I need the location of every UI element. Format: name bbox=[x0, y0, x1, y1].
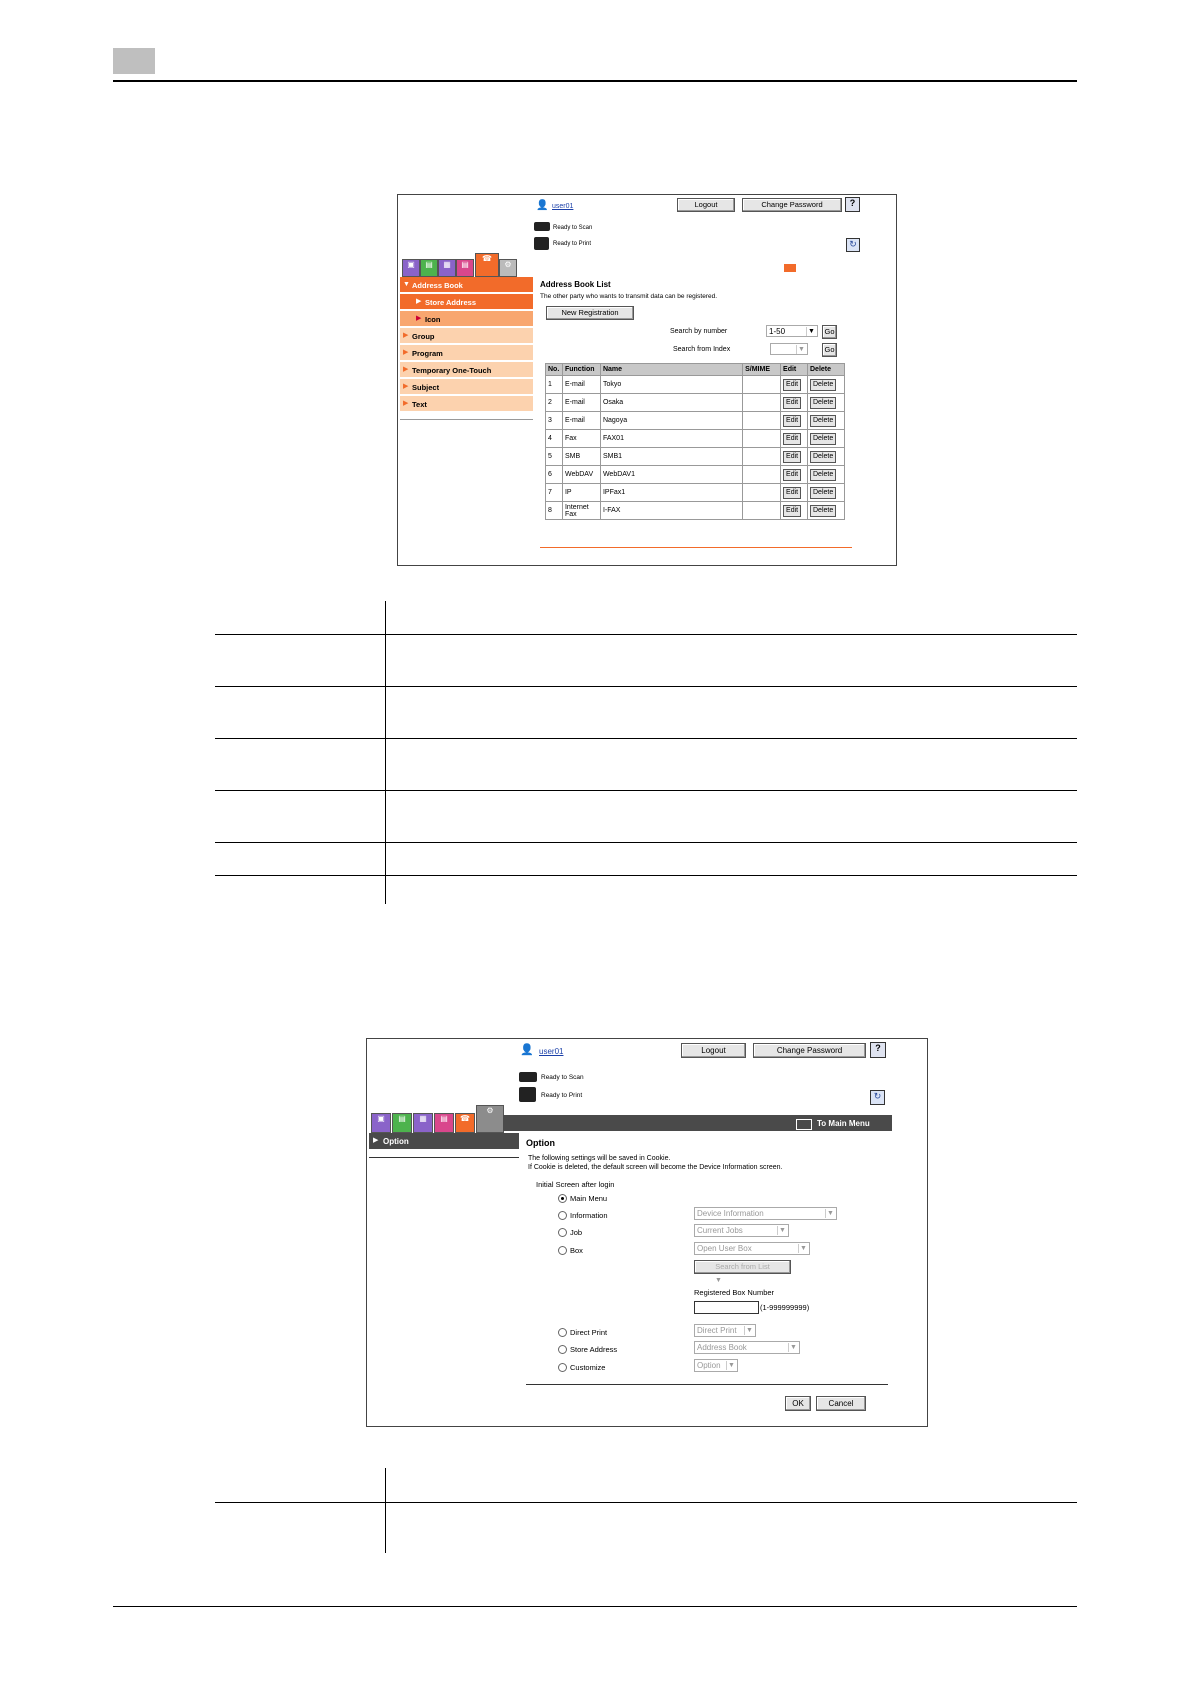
menu-item-group[interactable] bbox=[400, 328, 533, 343]
menu-label: Group bbox=[412, 332, 435, 341]
chevron-down-icon: ▼ bbox=[744, 1326, 754, 1335]
edit-button[interactable]: Edit bbox=[783, 487, 801, 499]
row-smime bbox=[743, 430, 781, 448]
row-function: E-mail bbox=[562, 394, 600, 412]
to-main-menu-link[interactable]: To Main Menu bbox=[817, 1119, 870, 1128]
row-delete-cell bbox=[808, 430, 845, 448]
radio-job[interactable] bbox=[558, 1228, 567, 1237]
row-smime bbox=[743, 448, 781, 466]
row-delete-cell bbox=[808, 466, 845, 484]
header-rule bbox=[113, 80, 1077, 82]
row-name: WebDAV1 bbox=[600, 466, 742, 484]
help-icon[interactable]: ? bbox=[870, 1042, 886, 1058]
cookie-note-2: If Cookie is deleted, the default screen will become the Device Information screen. bbox=[528, 1164, 783, 1171]
tab-store-address-icon[interactable]: ☎ bbox=[475, 253, 499, 277]
caret-right-icon: ▶ bbox=[403, 349, 409, 356]
to-main-menu-link[interactable]: To Main Menu bbox=[801, 264, 848, 271]
print-status: Ready to Print bbox=[553, 241, 592, 247]
cancel-button[interactable]: Cancel bbox=[816, 1396, 866, 1411]
printer-icon bbox=[519, 1087, 536, 1102]
table-row bbox=[546, 466, 845, 484]
table-header bbox=[546, 364, 845, 376]
tab-information-icon[interactable]: ▣ bbox=[371, 1113, 391, 1133]
user-name[interactable]: user01 bbox=[552, 203, 574, 210]
row-no: 3 bbox=[546, 412, 563, 430]
col-no: No. bbox=[546, 364, 563, 376]
menu-item-program[interactable] bbox=[400, 345, 533, 360]
row-no: 2 bbox=[546, 394, 563, 412]
row-edit-cell bbox=[781, 466, 808, 484]
row-edit-cell bbox=[781, 502, 808, 520]
select-value: Address Book bbox=[697, 1343, 747, 1352]
table-row bbox=[546, 376, 845, 394]
refresh-icon[interactable]: ↻ bbox=[870, 1090, 885, 1105]
menu-item-subject[interactable] bbox=[400, 379, 533, 394]
delete-button[interactable]: Delete bbox=[810, 397, 836, 409]
delete-button[interactable]: Delete bbox=[810, 379, 836, 391]
menu-item-store-address[interactable] bbox=[400, 294, 533, 309]
menu-divider bbox=[369, 1157, 519, 1158]
caret-right-icon: ▶ bbox=[403, 383, 409, 390]
tab-direct-print-icon[interactable]: ▤ bbox=[456, 259, 474, 277]
search-from-list-button[interactable]: Search from List bbox=[694, 1260, 791, 1274]
scan-status: Ready to Scan bbox=[553, 225, 593, 231]
option-label: Store Address bbox=[570, 1345, 618, 1354]
row-edit-cell bbox=[781, 394, 808, 412]
menu-label: Temporary One-Touch bbox=[412, 366, 492, 375]
select-value: Direct Print bbox=[697, 1326, 737, 1335]
row-delete-cell bbox=[808, 448, 845, 466]
main-menu-icon bbox=[783, 263, 797, 273]
user-icon: 👤 bbox=[536, 200, 549, 211]
print-status: Ready to Print bbox=[541, 1092, 583, 1099]
select-value: Open User Box bbox=[697, 1244, 752, 1253]
direct-print-select[interactable] bbox=[694, 1324, 756, 1337]
box-select[interactable] bbox=[694, 1242, 810, 1255]
radio-direct-print[interactable] bbox=[558, 1328, 567, 1337]
radio-box[interactable] bbox=[558, 1246, 567, 1255]
row-edit-cell bbox=[781, 430, 808, 448]
page-description: The other party who wants to transmit data can be registered. bbox=[540, 293, 718, 300]
arrow-down-icon: ▼ bbox=[715, 1277, 722, 1284]
row-edit-cell bbox=[781, 448, 808, 466]
radio-customize[interactable] bbox=[558, 1363, 567, 1372]
select-value: Device Information bbox=[697, 1209, 764, 1218]
main-menu-icon bbox=[796, 1119, 812, 1130]
help-icon[interactable]: ? bbox=[845, 197, 860, 212]
option-screenshot bbox=[366, 1038, 928, 1427]
table-row bbox=[546, 484, 845, 502]
row-function: E-mail bbox=[562, 376, 600, 394]
radio-information[interactable] bbox=[558, 1211, 567, 1220]
edit-button[interactable]: Edit bbox=[783, 415, 801, 427]
row-name: Osaka bbox=[600, 394, 742, 412]
address-table bbox=[545, 363, 845, 520]
menu-divider bbox=[400, 419, 533, 420]
menu-item-option[interactable] bbox=[369, 1133, 519, 1149]
chevron-down-icon: ▼ bbox=[777, 1226, 787, 1235]
change-password-button[interactable]: Change Password bbox=[753, 1043, 866, 1058]
edit-button[interactable]: Edit bbox=[783, 469, 801, 481]
table1-rule bbox=[215, 686, 1077, 687]
menu-item-text[interactable] bbox=[400, 396, 533, 411]
delete-button[interactable]: Delete bbox=[810, 451, 836, 463]
row-delete-cell bbox=[808, 502, 845, 520]
col-function: Function bbox=[562, 364, 600, 376]
row-name: IPFax1 bbox=[600, 484, 742, 502]
scanner-icon bbox=[534, 222, 550, 231]
caret-right-icon: ▶ bbox=[416, 315, 422, 322]
table1-rule bbox=[215, 790, 1077, 791]
table1-rule bbox=[215, 875, 1077, 876]
menu-label: Option bbox=[383, 1137, 409, 1146]
table1-col-divider bbox=[385, 601, 386, 904]
edit-button[interactable]: Edit bbox=[783, 451, 801, 463]
chevron-down-icon: ▼ bbox=[796, 345, 806, 354]
tab-direct-print-icon[interactable]: ▤ bbox=[434, 1113, 454, 1133]
menu-item-icon[interactable] bbox=[400, 311, 533, 326]
row-smime bbox=[743, 394, 781, 412]
col-smime: S/MIME bbox=[743, 364, 781, 376]
row-function: Fax bbox=[562, 430, 600, 448]
row-function: E-mail bbox=[562, 412, 600, 430]
row-no: 4 bbox=[546, 430, 563, 448]
cookie-note: The following settings will be saved in Cookie. bbox=[528, 1155, 671, 1162]
row-smime bbox=[743, 466, 781, 484]
ok-button[interactable]: OK bbox=[785, 1396, 811, 1411]
tab-box-icon[interactable]: ▦ bbox=[438, 259, 456, 277]
printer-icon bbox=[534, 237, 549, 250]
content-divider bbox=[526, 1384, 888, 1385]
go-index-button[interactable]: Go bbox=[822, 343, 837, 357]
row-no: 6 bbox=[546, 466, 563, 484]
row-function: IP bbox=[562, 484, 600, 502]
row-no: 7 bbox=[546, 484, 563, 502]
caret-right-icon: ▶ bbox=[403, 366, 409, 373]
go-number-button[interactable]: Go bbox=[822, 325, 837, 339]
table1-rule bbox=[215, 738, 1077, 739]
logout-button[interactable]: Logout bbox=[681, 1043, 746, 1058]
radio-main-menu[interactable] bbox=[558, 1194, 567, 1203]
tab-customize-icon[interactable]: ⚙ bbox=[476, 1105, 504, 1133]
tab-job-icon[interactable]: ▤ bbox=[392, 1113, 412, 1133]
row-edit-cell bbox=[781, 412, 808, 430]
row-smime bbox=[743, 484, 781, 502]
row-name: I-FAX bbox=[600, 502, 742, 520]
store-address-select[interactable] bbox=[694, 1341, 800, 1354]
page-title: Option bbox=[526, 1138, 555, 1148]
row-function: SMB bbox=[562, 448, 600, 466]
caret-right-icon: ▶ bbox=[416, 298, 422, 305]
job-select[interactable] bbox=[694, 1224, 789, 1237]
menu-label: Store Address bbox=[425, 298, 476, 307]
col-delete: Delete bbox=[808, 364, 845, 376]
option-label: Main Menu bbox=[570, 1194, 608, 1203]
new-registration-button[interactable]: New Registration bbox=[546, 306, 634, 320]
footer-rule bbox=[113, 1606, 1077, 1607]
row-no: 1 bbox=[546, 376, 563, 394]
tab-information-icon[interactable]: ▣ bbox=[402, 259, 420, 277]
search-number-label: Search by number bbox=[670, 328, 728, 335]
option-label: Information bbox=[570, 1211, 608, 1220]
row-function: WebDAV bbox=[562, 466, 600, 484]
box-range: (1-999999999) bbox=[760, 1303, 810, 1312]
table2-rule bbox=[215, 1502, 1077, 1503]
page-title: Address Book List bbox=[540, 280, 611, 289]
delete-button[interactable]: Delete bbox=[810, 415, 836, 427]
delete-button[interactable]: Delete bbox=[810, 469, 836, 481]
tab-store-address-icon[interactable]: ☎ bbox=[455, 1113, 475, 1133]
registered-box-label: Registered Box Number bbox=[694, 1288, 775, 1297]
table-row bbox=[546, 430, 845, 448]
chapter-tab bbox=[113, 48, 155, 74]
caret-right-icon: ▶ bbox=[403, 332, 409, 339]
search-number-select[interactable] bbox=[766, 325, 818, 337]
row-delete-cell bbox=[808, 412, 845, 430]
menu-item-temporary-one-touch[interactable] bbox=[400, 362, 533, 377]
row-delete-cell bbox=[808, 394, 845, 412]
table-row bbox=[546, 448, 845, 466]
radio-store-address[interactable] bbox=[558, 1345, 567, 1354]
customize-select[interactable] bbox=[694, 1359, 738, 1372]
tab-customize-icon[interactable]: ⚙ bbox=[499, 259, 517, 277]
caret-right-icon: ▶ bbox=[373, 1137, 379, 1144]
row-name: SMB1 bbox=[600, 448, 742, 466]
change-password-button[interactable]: Change Password bbox=[742, 198, 842, 212]
chevron-down-icon: ▼ bbox=[806, 327, 816, 336]
option-label: Customize bbox=[570, 1363, 606, 1372]
row-name: Tokyo bbox=[600, 376, 742, 394]
row-no: 8 bbox=[546, 502, 563, 520]
select-value: Option bbox=[697, 1361, 721, 1370]
option-label: Box bbox=[570, 1246, 583, 1255]
menu-label: Program bbox=[412, 349, 443, 358]
content-divider bbox=[540, 547, 852, 548]
table-row bbox=[546, 502, 845, 520]
row-edit-cell bbox=[781, 376, 808, 394]
col-edit: Edit bbox=[781, 364, 808, 376]
menu-label: Subject bbox=[412, 383, 440, 392]
menu-item-address-book[interactable] bbox=[400, 277, 533, 292]
chevron-down-icon: ▼ bbox=[825, 1209, 835, 1218]
edit-button[interactable]: Edit bbox=[783, 505, 801, 517]
menu-label: Address Book bbox=[412, 281, 463, 290]
delete-button[interactable]: Delete bbox=[810, 487, 836, 499]
edit-button[interactable]: Edit bbox=[783, 379, 801, 391]
menu-label: Text bbox=[412, 400, 427, 409]
row-smime bbox=[743, 502, 781, 520]
tab-job-icon[interactable]: ▤ bbox=[420, 259, 438, 277]
row-function: Internet Fax bbox=[562, 502, 600, 520]
row-delete-cell bbox=[808, 484, 845, 502]
edit-button[interactable]: Edit bbox=[783, 433, 801, 445]
row-edit-cell bbox=[781, 484, 808, 502]
row-smime bbox=[743, 412, 781, 430]
menu-label: Icon bbox=[425, 315, 441, 324]
col-name: Name bbox=[600, 364, 742, 376]
delete-button[interactable]: Delete bbox=[810, 505, 836, 517]
option-label: Direct Print bbox=[570, 1328, 608, 1337]
row-smime bbox=[743, 376, 781, 394]
table-row bbox=[546, 394, 845, 412]
table-row bbox=[546, 412, 845, 430]
tab-box-icon[interactable]: ▦ bbox=[413, 1113, 433, 1133]
select-value: Current Jobs bbox=[697, 1226, 743, 1235]
delete-button[interactable]: Delete bbox=[810, 433, 836, 445]
scan-status: Ready to Scan bbox=[541, 1074, 584, 1081]
edit-button[interactable]: Edit bbox=[783, 397, 801, 409]
refresh-icon[interactable]: ↻ bbox=[846, 238, 860, 252]
row-name: FAX01 bbox=[600, 430, 742, 448]
user-icon: 👤 bbox=[520, 1044, 534, 1056]
search-index-label: Search from Index bbox=[673, 346, 731, 353]
search-index-select[interactable] bbox=[770, 343, 808, 355]
caret-down-icon: ▼ bbox=[403, 281, 410, 288]
table1-rule bbox=[215, 842, 1077, 843]
user-name[interactable]: user01 bbox=[539, 1047, 564, 1056]
chevron-down-icon: ▼ bbox=[798, 1244, 808, 1253]
row-no: 5 bbox=[546, 448, 563, 466]
option-label: Job bbox=[570, 1228, 583, 1237]
information-select[interactable] bbox=[694, 1207, 837, 1220]
row-name: Nagoya bbox=[600, 412, 742, 430]
address-book-screenshot bbox=[397, 194, 897, 566]
chevron-down-icon: ▼ bbox=[788, 1343, 798, 1352]
table1-rule bbox=[215, 634, 1077, 635]
table2-col-divider bbox=[385, 1468, 386, 1553]
row-delete-cell bbox=[808, 376, 845, 394]
caret-right-icon: ▶ bbox=[403, 400, 409, 407]
search-number-value: 1-50 bbox=[769, 327, 786, 336]
scanner-icon bbox=[519, 1072, 537, 1082]
box-number-input[interactable] bbox=[694, 1301, 759, 1314]
logout-button[interactable]: Logout bbox=[677, 198, 735, 212]
chevron-down-icon: ▼ bbox=[726, 1361, 736, 1370]
initial-screen-label: Initial Screen after login bbox=[536, 1180, 615, 1189]
